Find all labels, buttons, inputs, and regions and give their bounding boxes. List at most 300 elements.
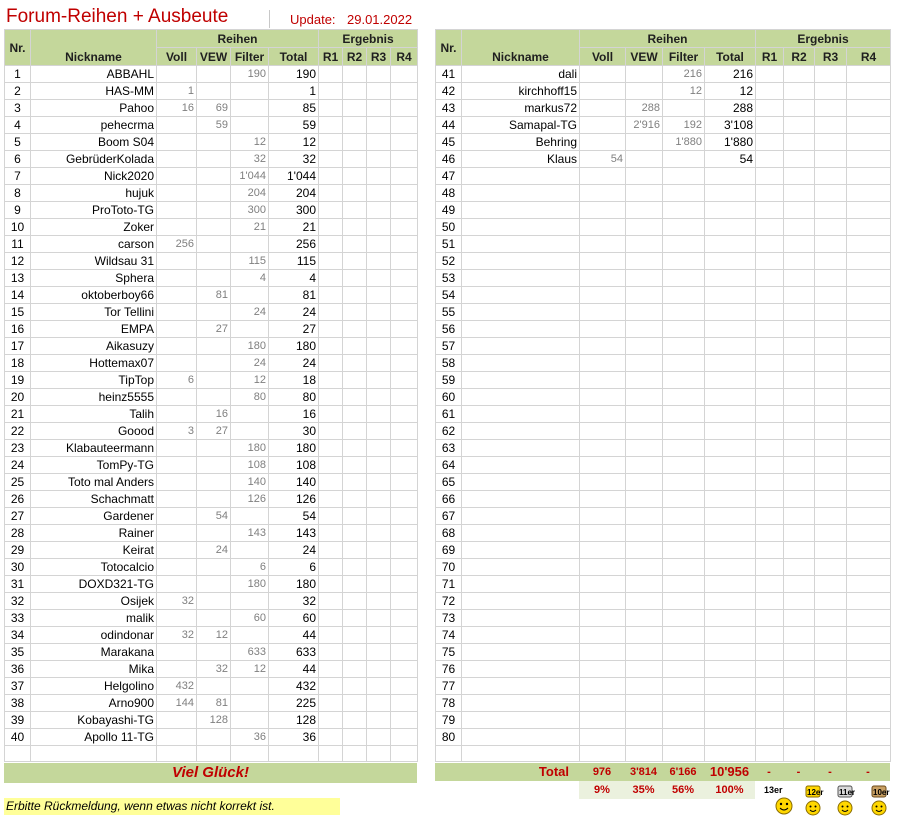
row-r4: [847, 729, 891, 746]
row-nickname: Boom S04: [31, 134, 157, 151]
row-r4: [847, 610, 891, 627]
row-nr: 38: [5, 695, 31, 712]
row-vew: [626, 440, 663, 457]
row-nickname: Kobayashi-TG: [31, 712, 157, 729]
col-header-voll: Voll: [157, 48, 197, 66]
row-nr: 43: [436, 100, 462, 117]
row-r1: [319, 372, 343, 389]
row-r3: [815, 457, 847, 474]
col-header-filter: Filter: [663, 48, 705, 66]
row-nickname: [462, 406, 580, 423]
row-nr: 40: [5, 729, 31, 746]
row-voll: [580, 236, 626, 253]
row-vew: [626, 678, 663, 695]
row-r1: [319, 678, 343, 695]
row-voll: [157, 542, 197, 559]
row-total: [705, 321, 756, 338]
col-header-vew: VEW: [197, 48, 231, 66]
row-r2: [343, 661, 367, 678]
row-filter: [663, 542, 705, 559]
row-r3: [367, 508, 391, 525]
row-r2: [784, 151, 815, 168]
row-r1: [319, 338, 343, 355]
row-r3: [815, 168, 847, 185]
col-header-reihen: Reihen: [580, 30, 756, 48]
row-r3: [367, 355, 391, 372]
row-nr: 33: [5, 610, 31, 627]
row-total: 256: [269, 236, 319, 253]
row-r3: [815, 406, 847, 423]
row-nickname: HAS-MM: [31, 83, 157, 100]
sum-voll: 976: [579, 763, 625, 781]
row-vew: [626, 389, 663, 406]
row-total: [705, 202, 756, 219]
row-r4: [847, 287, 891, 304]
table-row: [436, 151, 891, 168]
table-row: [5, 236, 418, 253]
row-nr: 42: [436, 83, 462, 100]
row-r1: [319, 270, 343, 287]
row-total: [705, 474, 756, 491]
row-voll: [157, 661, 197, 678]
row-filter: [231, 236, 269, 253]
row-r4: [391, 712, 418, 729]
row-nickname: [462, 304, 580, 321]
row-total: [705, 508, 756, 525]
row-total: 128: [269, 712, 319, 729]
row-r2: [784, 423, 815, 440]
empty-cell: [367, 746, 391, 762]
row-r3: [815, 576, 847, 593]
row-voll: [580, 491, 626, 508]
row-nickname: [462, 389, 580, 406]
row-r3: [367, 236, 391, 253]
row-filter: [663, 321, 705, 338]
table-row: [436, 627, 891, 644]
row-nr: 73: [436, 610, 462, 627]
row-nickname: Tor Tellini: [31, 304, 157, 321]
row-r4: [847, 627, 891, 644]
row-vew: [626, 423, 663, 440]
row-vew: 81: [197, 695, 231, 712]
row-r1: [756, 542, 784, 559]
row-r1: [756, 729, 784, 746]
table-row: [5, 423, 418, 440]
row-filter: [231, 508, 269, 525]
row-r4: [847, 83, 891, 100]
row-r1: [319, 117, 343, 134]
row-nr: 54: [436, 287, 462, 304]
row-total: 180: [269, 576, 319, 593]
trophy-label: 10er: [873, 788, 890, 797]
row-filter: [231, 321, 269, 338]
row-total: [705, 695, 756, 712]
row-r3: [367, 100, 391, 117]
row-total: [705, 457, 756, 474]
row-r3: [815, 304, 847, 321]
row-voll: [157, 151, 197, 168]
row-filter: [663, 185, 705, 202]
row-filter: [231, 423, 269, 440]
row-nickname: Osijek: [31, 593, 157, 610]
row-r1: [319, 576, 343, 593]
row-r4: [391, 100, 418, 117]
row-r3: [815, 678, 847, 695]
table-row: [5, 83, 418, 100]
row-nr: 77: [436, 678, 462, 695]
row-r4: [391, 134, 418, 151]
row-nickname: [462, 440, 580, 457]
row-voll: [157, 440, 197, 457]
row-r3: [815, 525, 847, 542]
empty-cell: [197, 746, 231, 762]
row-total: 18: [269, 372, 319, 389]
row-r3: [815, 695, 847, 712]
row-r3: [367, 66, 391, 83]
row-voll: [580, 559, 626, 576]
row-filter: 180: [231, 440, 269, 457]
row-nr: 67: [436, 508, 462, 525]
row-nr: 13: [5, 270, 31, 287]
row-total: 3'108: [705, 117, 756, 134]
row-filter: 143: [231, 525, 269, 542]
row-nickname: Behring: [462, 134, 580, 151]
row-vew: [626, 321, 663, 338]
empty-cell: [626, 746, 663, 762]
row-filter: [663, 355, 705, 372]
row-voll: [157, 66, 197, 83]
row-nr: 5: [5, 134, 31, 151]
row-r2: [784, 168, 815, 185]
row-r3: [815, 729, 847, 746]
row-r4: [391, 423, 418, 440]
row-filter: [663, 236, 705, 253]
row-voll: [157, 321, 197, 338]
row-total: [705, 729, 756, 746]
row-nickname: Totocalcio: [31, 559, 157, 576]
row-filter: 126: [231, 491, 269, 508]
row-vew: [626, 593, 663, 610]
row-r4: [847, 253, 891, 270]
row-nr: 28: [5, 525, 31, 542]
row-nr: 41: [436, 66, 462, 83]
row-r1: [756, 168, 784, 185]
row-vew: 32: [197, 661, 231, 678]
empty-cell: [705, 746, 756, 762]
table-row: [436, 66, 891, 83]
row-total: 140: [269, 474, 319, 491]
row-nickname: [462, 253, 580, 270]
row-nickname: [462, 542, 580, 559]
row-total: 225: [269, 695, 319, 712]
row-nickname: Helgolino: [31, 678, 157, 695]
row-filter: [231, 83, 269, 100]
row-r3: [815, 83, 847, 100]
row-r2: [343, 389, 367, 406]
empty-cell: [157, 746, 197, 762]
row-r1: [319, 253, 343, 270]
row-nr: 64: [436, 457, 462, 474]
table-row: [5, 185, 418, 202]
row-vew: [626, 270, 663, 287]
row-r1: [319, 219, 343, 236]
row-vew: [197, 644, 231, 661]
row-total: [705, 576, 756, 593]
row-nickname: [462, 661, 580, 678]
row-filter: 12: [663, 83, 705, 100]
row-r1: [756, 457, 784, 474]
table-row: [5, 525, 418, 542]
row-nickname: kirchhoff15: [462, 83, 580, 100]
row-filter: [663, 219, 705, 236]
row-r4: [847, 185, 891, 202]
row-r2: [343, 117, 367, 134]
row-nickname: ABBAHL: [31, 66, 157, 83]
row-filter: 32: [231, 151, 269, 168]
row-vew: [626, 508, 663, 525]
row-r3: [815, 389, 847, 406]
row-filter: [663, 389, 705, 406]
row-r3: [367, 117, 391, 134]
row-vew: [197, 66, 231, 83]
row-r2: [784, 712, 815, 729]
row-vew: [197, 678, 231, 695]
row-voll: [580, 117, 626, 134]
empty-cell: [462, 746, 580, 762]
row-voll: [157, 491, 197, 508]
row-nr: 4: [5, 117, 31, 134]
col-header-filter: Filter: [231, 48, 269, 66]
row-filter: 300: [231, 202, 269, 219]
row-r4: [847, 474, 891, 491]
row-filter: [663, 729, 705, 746]
row-nickname: Hottemax07: [31, 355, 157, 372]
row-nr: 7: [5, 168, 31, 185]
row-total: [705, 355, 756, 372]
row-vew: [626, 134, 663, 151]
row-filter: [663, 508, 705, 525]
row-r1: [756, 389, 784, 406]
row-nickname: [462, 729, 580, 746]
row-filter: [231, 542, 269, 559]
table-row: [436, 83, 891, 100]
row-voll: 144: [157, 695, 197, 712]
row-nickname: [462, 712, 580, 729]
row-r4: [391, 236, 418, 253]
table-row: [5, 338, 418, 355]
row-r2: [784, 576, 815, 593]
row-r4: [391, 491, 418, 508]
row-total: [705, 491, 756, 508]
empty-cell: [31, 746, 157, 762]
row-r3: [367, 202, 391, 219]
row-r4: [391, 253, 418, 270]
row-vew: [626, 491, 663, 508]
row-filter: 24: [231, 304, 269, 321]
row-r1: [756, 83, 784, 100]
results-table-right: [435, 29, 891, 762]
row-filter: [663, 593, 705, 610]
row-filter: 192: [663, 117, 705, 134]
row-r2: [784, 236, 815, 253]
table-row: [436, 440, 891, 457]
row-r2: [343, 406, 367, 423]
row-r3: [367, 372, 391, 389]
table-row: [5, 491, 418, 508]
row-filter: 140: [231, 474, 269, 491]
row-vew: 54: [197, 508, 231, 525]
table-row: [5, 117, 418, 134]
col-header-nickname: Nickname: [462, 30, 580, 66]
row-nickname: [462, 695, 580, 712]
row-r3: [815, 508, 847, 525]
row-vew: [626, 236, 663, 253]
row-r3: [367, 321, 391, 338]
row-voll: [157, 168, 197, 185]
row-r3: [367, 593, 391, 610]
row-nr: 15: [5, 304, 31, 321]
table-row: [436, 219, 891, 236]
row-r4: [391, 304, 418, 321]
table-row: [436, 678, 891, 695]
row-nickname: [462, 610, 580, 627]
row-nr: 53: [436, 270, 462, 287]
row-total: [705, 593, 756, 610]
table-row: [436, 423, 891, 440]
col-header-nr: Nr.: [436, 30, 462, 66]
row-r2: [784, 457, 815, 474]
row-nr: 65: [436, 474, 462, 491]
row-voll: [580, 525, 626, 542]
row-voll: [580, 644, 626, 661]
row-vew: [626, 219, 663, 236]
row-r4: [847, 423, 891, 440]
row-voll: [157, 559, 197, 576]
row-voll: [157, 729, 197, 746]
row-total: [705, 338, 756, 355]
col-header-ergebnis: Ergebnis: [319, 30, 418, 48]
row-r2: [343, 355, 367, 372]
row-r3: [815, 610, 847, 627]
row-total: 36: [269, 729, 319, 746]
row-total: 85: [269, 100, 319, 117]
row-nr: 9: [5, 202, 31, 219]
row-nr: 31: [5, 576, 31, 593]
row-voll: [580, 134, 626, 151]
row-r3: [815, 440, 847, 457]
row-r1: [319, 695, 343, 712]
row-nickname: hujuk: [31, 185, 157, 202]
row-r1: [756, 610, 784, 627]
row-nr: 76: [436, 661, 462, 678]
row-voll: 16: [157, 100, 197, 117]
row-vew: [197, 83, 231, 100]
row-r4: [847, 525, 891, 542]
row-r4: [391, 66, 418, 83]
row-nr: 2: [5, 83, 31, 100]
row-nickname: Klabauteermann: [31, 440, 157, 457]
row-r2: [784, 440, 815, 457]
row-r1: [756, 678, 784, 695]
empty-cell: [784, 746, 815, 762]
row-r1: [756, 304, 784, 321]
row-r1: [319, 508, 343, 525]
row-r2: [784, 491, 815, 508]
row-filter: 12: [231, 661, 269, 678]
table-row: [5, 627, 418, 644]
row-vew: 12: [197, 627, 231, 644]
row-total: 288: [705, 100, 756, 117]
row-r3: [815, 100, 847, 117]
row-r4: [391, 185, 418, 202]
empty-cell: [436, 746, 462, 762]
row-vew: [197, 270, 231, 287]
row-r4: [391, 355, 418, 372]
row-nickname: [462, 559, 580, 576]
row-r1: [319, 287, 343, 304]
pct-vew: 35%: [625, 781, 662, 799]
feedback-note: Erbitte Rückmeldung, wenn etwas nicht korrekt ist.: [4, 798, 340, 815]
row-voll: [580, 185, 626, 202]
row-nr: 27: [5, 508, 31, 525]
row-nr: 62: [436, 423, 462, 440]
row-r2: [784, 644, 815, 661]
row-filter: 60: [231, 610, 269, 627]
row-vew: [626, 542, 663, 559]
row-nr: 52: [436, 253, 462, 270]
row-r4: [847, 644, 891, 661]
row-r2: [784, 678, 815, 695]
row-r1: [756, 151, 784, 168]
row-voll: [580, 66, 626, 83]
row-voll: [157, 185, 197, 202]
row-nickname: [462, 627, 580, 644]
row-nr: 11: [5, 236, 31, 253]
sum-vew: 3'814: [625, 763, 662, 781]
row-r2: [343, 372, 367, 389]
row-nickname: heinz5555: [31, 389, 157, 406]
row-r1: [756, 440, 784, 457]
row-r4: [847, 678, 891, 695]
table-row: [436, 610, 891, 627]
row-r3: [367, 304, 391, 321]
row-r1: [756, 185, 784, 202]
row-vew: [197, 389, 231, 406]
row-filter: [663, 712, 705, 729]
table-row: [5, 202, 418, 219]
row-total: [705, 559, 756, 576]
table-row: [5, 678, 418, 695]
row-r2: [343, 559, 367, 576]
row-r1: [319, 559, 343, 576]
row-r2: [343, 593, 367, 610]
row-voll: [157, 270, 197, 287]
row-vew: [197, 338, 231, 355]
table-row: [5, 270, 418, 287]
row-nickname: Nick2020: [31, 168, 157, 185]
row-r4: [391, 610, 418, 627]
row-nickname: malik: [31, 610, 157, 627]
row-r2: [784, 525, 815, 542]
row-filter: 1'044: [231, 168, 269, 185]
row-r2: [343, 474, 367, 491]
update-label: Update:: [290, 12, 336, 27]
row-r4: [391, 559, 418, 576]
row-vew: [626, 457, 663, 474]
row-r3: [815, 287, 847, 304]
row-filter: [663, 423, 705, 440]
row-total: [705, 185, 756, 202]
